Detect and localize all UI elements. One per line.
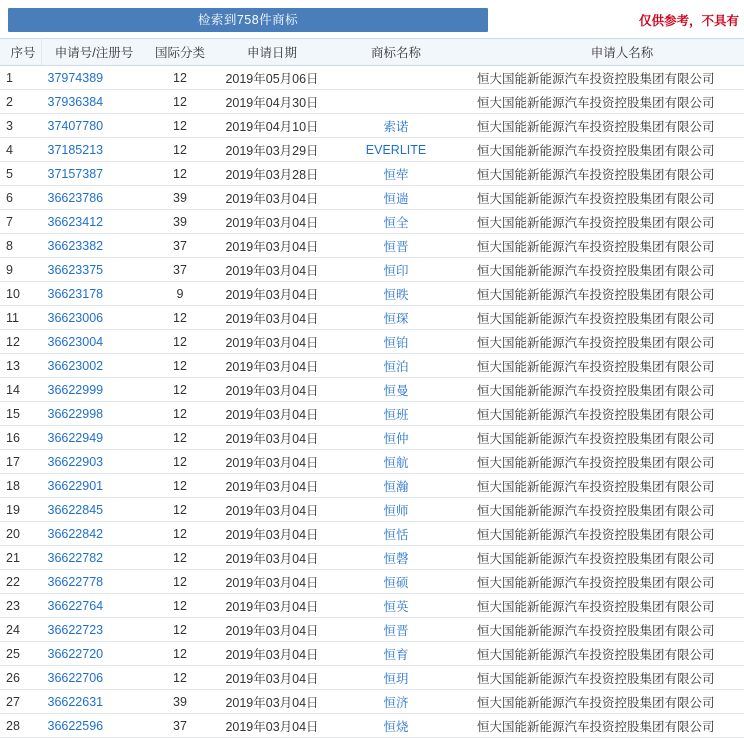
cell-trademark-name <box>325 306 467 330</box>
cell-trademark-name <box>325 378 467 402</box>
cell-registration-number <box>42 66 142 90</box>
registration-number-link[interactable]: 36622999 <box>47 382 104 397</box>
cell-seq: 14 <box>0 378 42 402</box>
cell-seq: 7 <box>0 210 42 234</box>
trademark-name-link[interactable]: 恒班 <box>383 407 409 422</box>
cell-registration-number <box>42 282 142 306</box>
cell-applicant-name: 恒大国能新能源汽车投资控股集团有限公司 <box>467 66 744 90</box>
cell-registration-number <box>42 114 142 138</box>
cell-trademark-name <box>325 330 467 354</box>
column-header-date: 申请日期 <box>219 39 325 66</box>
cell-international-class: 12 <box>141 642 219 666</box>
cell-application-date: 2019年03月04日 <box>219 354 325 378</box>
cell-registration-number <box>42 642 142 666</box>
cell-international-class: 12 <box>141 546 219 570</box>
cell-application-date: 2019年04月10日 <box>219 114 325 138</box>
table-row[interactable] <box>0 258 744 282</box>
table-row[interactable] <box>0 306 744 330</box>
trademark-name-link[interactable]: 恒瀚 <box>383 479 409 494</box>
cell-application-date: 2019年03月28日 <box>219 162 325 186</box>
cell-trademark-name <box>325 618 467 642</box>
cell-international-class: 9 <box>141 282 219 306</box>
cell-application-date: 2019年03月04日 <box>219 378 325 402</box>
cell-international-class: 12 <box>141 114 219 138</box>
column-header-applicant: 申请人名称 <box>467 39 744 66</box>
table-row[interactable] <box>0 210 744 234</box>
cell-registration-number <box>42 450 142 474</box>
cell-seq: 1 <box>0 66 42 90</box>
cell-registration-number <box>42 138 142 162</box>
cell-international-class: 12 <box>141 90 219 114</box>
cell-seq: 8 <box>0 234 42 258</box>
table-row[interactable] <box>0 402 744 426</box>
cell-trademark-name <box>325 474 467 498</box>
table-row[interactable] <box>0 162 744 186</box>
cell-international-class: 12 <box>141 354 219 378</box>
cell-international-class: 12 <box>141 66 219 90</box>
cell-seq: 24 <box>0 618 42 642</box>
cell-application-date: 2019年03月04日 <box>219 546 325 570</box>
trademark-name-link[interactable]: EVERLITE <box>365 142 427 157</box>
cell-international-class: 12 <box>141 594 219 618</box>
cell-registration-number <box>42 330 142 354</box>
cell-trademark-name <box>325 642 467 666</box>
cell-registration-number <box>42 90 142 114</box>
registration-number-link[interactable]: 36623002 <box>47 358 104 373</box>
cell-application-date: 2019年03月04日 <box>219 570 325 594</box>
cell-seq: 28 <box>0 714 42 738</box>
cell-seq: 4 <box>0 138 42 162</box>
column-header-class: 国际分类 <box>141 39 219 66</box>
cell-registration-number <box>42 546 142 570</box>
column-header-trademark-name: 商标名称 <box>325 39 467 66</box>
registration-number-link[interactable]: 36622706 <box>47 670 104 685</box>
registration-number-link[interactable]: 36622842 <box>47 526 104 541</box>
trademark-name-link[interactable]: 恒磬 <box>383 551 409 566</box>
table-row[interactable] <box>0 354 744 378</box>
registration-number-link[interactable]: 36623786 <box>47 190 104 205</box>
table-row[interactable] <box>0 378 744 402</box>
cell-seq: 5 <box>0 162 42 186</box>
cell-application-date: 2019年03月04日 <box>219 522 325 546</box>
cell-trademark-name <box>325 114 467 138</box>
cell-applicant-name: 恒大国能新能源汽车投资控股集团有限公司 <box>467 306 744 330</box>
cell-applicant-name: 恒大国能新能源汽车投资控股集团有限公司 <box>467 474 744 498</box>
cell-applicant-name: 恒大国能新能源汽车投资控股集团有限公司 <box>467 426 744 450</box>
cell-seq: 17 <box>0 450 42 474</box>
cell-international-class: 12 <box>141 138 219 162</box>
cell-applicant-name: 恒大国能新能源汽车投资控股集团有限公司 <box>467 714 744 738</box>
cell-trademark-name <box>325 90 467 114</box>
cell-international-class: 12 <box>141 618 219 642</box>
cell-seq: 26 <box>0 666 42 690</box>
cell-seq: 13 <box>0 354 42 378</box>
cell-application-date: 2019年03月04日 <box>219 234 325 258</box>
cell-applicant-name: 恒大国能新能源汽车投资控股集团有限公司 <box>467 186 744 210</box>
cell-trademark-name <box>325 138 467 162</box>
disclaimer-notice: 仅供参考，不具有 <box>639 14 740 28</box>
registration-number-link[interactable]: 36622720 <box>47 646 104 661</box>
cell-applicant-name: 恒大国能新能源汽车投资控股集团有限公司 <box>467 402 744 426</box>
table-row[interactable] <box>0 498 744 522</box>
cell-seq: 9 <box>0 258 42 282</box>
cell-seq: 19 <box>0 498 42 522</box>
table-row[interactable] <box>0 522 744 546</box>
cell-application-date: 2019年03月29日 <box>219 138 325 162</box>
cell-international-class: 12 <box>141 306 219 330</box>
cell-registration-number <box>42 498 142 522</box>
cell-application-date: 2019年03月04日 <box>219 498 325 522</box>
cell-international-class: 39 <box>141 210 219 234</box>
trademark-name-link[interactable]: 恒恬 <box>383 527 409 542</box>
cell-registration-number <box>42 690 142 714</box>
cell-seq: 18 <box>0 474 42 498</box>
cell-applicant-name: 恒大国能新能源汽车投资控股集团有限公司 <box>467 450 744 474</box>
cell-registration-number <box>42 162 142 186</box>
cell-application-date: 2019年03月04日 <box>219 690 325 714</box>
trademark-name-link[interactable]: 恒师 <box>383 503 409 518</box>
results-header-bar <box>0 0 744 38</box>
cell-application-date: 2019年03月04日 <box>219 402 325 426</box>
cell-applicant-name: 恒大国能新能源汽车投资控股集团有限公司 <box>467 378 744 402</box>
cell-registration-number <box>42 210 142 234</box>
table-row[interactable] <box>0 66 744 90</box>
cell-seq: 2 <box>0 90 42 114</box>
registration-number-link[interactable]: 36622998 <box>47 406 104 421</box>
cell-applicant-name: 恒大国能新能源汽车投资控股集团有限公司 <box>467 690 744 714</box>
cell-registration-number <box>42 714 142 738</box>
cell-applicant-name: 恒大国能新能源汽车投资控股集团有限公司 <box>467 618 744 642</box>
trademark-name-link[interactable]: 恒航 <box>383 455 409 470</box>
cell-applicant-name: 恒大国能新能源汽车投资控股集团有限公司 <box>467 114 744 138</box>
cell-international-class: 12 <box>141 450 219 474</box>
registration-number-link[interactable]: 36622845 <box>47 502 104 517</box>
cell-registration-number <box>42 354 142 378</box>
cell-applicant-name: 恒大国能新能源汽车投资控股集团有限公司 <box>467 642 744 666</box>
cell-seq: 15 <box>0 402 42 426</box>
cell-registration-number <box>42 474 142 498</box>
cell-application-date: 2019年05月06日 <box>219 66 325 90</box>
trademark-name-link[interactable]: 恒荦 <box>383 167 409 182</box>
registration-number-link[interactable]: 36623412 <box>47 214 104 229</box>
cell-applicant-name: 恒大国能新能源汽车投资控股集团有限公司 <box>467 498 744 522</box>
registration-number-link[interactable]: 36622782 <box>47 550 104 565</box>
cell-registration-number <box>42 378 142 402</box>
trademark-name-link[interactable]: 恒印 <box>383 263 409 278</box>
registration-number-link[interactable]: 36623006 <box>47 310 104 325</box>
trademark-name-link[interactable]: 恒泊 <box>383 359 409 374</box>
cell-seq: 10 <box>0 282 42 306</box>
trademark-name-link[interactable]: 索诺 <box>383 119 409 134</box>
cell-application-date: 2019年03月04日 <box>219 714 325 738</box>
trademark-name-link[interactable]: 恒济 <box>383 695 409 710</box>
table-header-row <box>0 39 744 66</box>
cell-seq: 16 <box>0 426 42 450</box>
cell-applicant-name: 恒大国能新能源汽车投资控股集团有限公司 <box>467 594 744 618</box>
cell-international-class: 12 <box>141 522 219 546</box>
trademark-name-link[interactable]: 恒烧 <box>383 719 409 734</box>
trademark-results-table <box>0 38 744 738</box>
cell-application-date: 2019年03月04日 <box>219 450 325 474</box>
cell-seq: 11 <box>0 306 42 330</box>
trademark-name-link[interactable]: 恒昳 <box>383 287 409 302</box>
trademark-name-link[interactable]: 恒仲 <box>383 431 409 446</box>
cell-international-class: 12 <box>141 426 219 450</box>
cell-registration-number <box>42 666 142 690</box>
cell-seq: 22 <box>0 570 42 594</box>
cell-seq: 20 <box>0 522 42 546</box>
table-row[interactable] <box>0 138 744 162</box>
table-row[interactable] <box>0 666 744 690</box>
cell-application-date: 2019年03月04日 <box>219 282 325 306</box>
trademark-name-link[interactable]: 恒曼 <box>383 383 409 398</box>
cell-international-class: 12 <box>141 666 219 690</box>
trademark-name-link[interactable]: 恒玥 <box>383 671 409 686</box>
table-row[interactable] <box>0 114 744 138</box>
table-row[interactable] <box>0 546 744 570</box>
cell-registration-number <box>42 234 142 258</box>
cell-applicant-name: 恒大国能新能源汽车投资控股集团有限公司 <box>467 666 744 690</box>
cell-applicant-name: 恒大国能新能源汽车投资控股集团有限公司 <box>467 210 744 234</box>
registration-number-link[interactable]: 36622596 <box>47 718 104 733</box>
cell-registration-number <box>42 306 142 330</box>
trademark-name-link[interactable]: 恒晋 <box>383 239 409 254</box>
cell-registration-number <box>42 426 142 450</box>
cell-trademark-name <box>325 546 467 570</box>
cell-applicant-name: 恒大国能新能源汽车投资控股集团有限公司 <box>467 522 744 546</box>
cell-trademark-name <box>325 570 467 594</box>
cell-registration-number <box>42 522 142 546</box>
trademark-name-link[interactable]: 恒硕 <box>383 575 409 590</box>
cell-trademark-name <box>325 594 467 618</box>
registration-number-link[interactable]: 37974389 <box>47 70 104 85</box>
cell-applicant-name: 恒大国能新能源汽车投资控股集团有限公司 <box>467 570 744 594</box>
cell-registration-number <box>42 570 142 594</box>
trademark-name-link[interactable]: 恒铂 <box>383 335 409 350</box>
cell-application-date: 2019年03月04日 <box>219 258 325 282</box>
column-header-regno: 申请号/注册号 <box>42 39 142 66</box>
registration-number-link[interactable]: 36622764 <box>47 598 104 613</box>
cell-international-class: 37 <box>141 258 219 282</box>
registration-number-link[interactable]: 37157387 <box>47 166 104 181</box>
cell-seq: 21 <box>0 546 42 570</box>
table-row[interactable] <box>0 234 744 258</box>
table-row[interactable] <box>0 90 744 114</box>
cell-application-date: 2019年03月04日 <box>219 426 325 450</box>
cell-trademark-name <box>325 714 467 738</box>
cell-registration-number <box>42 186 142 210</box>
registration-number-link[interactable]: 36622723 <box>47 622 104 637</box>
cell-trademark-name <box>325 450 467 474</box>
trademark-name-link[interactable]: 恒遄 <box>383 191 409 206</box>
cell-seq: 27 <box>0 690 42 714</box>
table-row[interactable] <box>0 330 744 354</box>
cell-registration-number <box>42 618 142 642</box>
table-row[interactable] <box>0 570 744 594</box>
cell-trademark-name <box>325 498 467 522</box>
registration-number-link[interactable]: 36622901 <box>47 478 104 493</box>
column-header-seq: 序号 <box>0 39 42 66</box>
cell-international-class: 12 <box>141 570 219 594</box>
cell-international-class: 39 <box>141 186 219 210</box>
cell-applicant-name: 恒大国能新能源汽车投资控股集团有限公司 <box>467 138 744 162</box>
cell-applicant-name: 恒大国能新能源汽车投资控股集团有限公司 <box>467 282 744 306</box>
cell-application-date: 2019年03月04日 <box>219 210 325 234</box>
cell-seq: 3 <box>0 114 42 138</box>
cell-applicant-name: 恒大国能新能源汽车投资控股集团有限公司 <box>467 234 744 258</box>
table-row[interactable] <box>0 714 744 738</box>
cell-trademark-name <box>325 426 467 450</box>
cell-trademark-name <box>325 234 467 258</box>
cell-international-class: 37 <box>141 234 219 258</box>
cell-application-date: 2019年03月04日 <box>219 666 325 690</box>
cell-international-class: 12 <box>141 162 219 186</box>
cell-international-class: 37 <box>141 714 219 738</box>
cell-applicant-name: 恒大国能新能源汽车投资控股集团有限公司 <box>467 330 744 354</box>
cell-trademark-name <box>325 690 467 714</box>
table-row[interactable] <box>0 450 744 474</box>
cell-application-date: 2019年03月04日 <box>219 618 325 642</box>
cell-trademark-name <box>325 522 467 546</box>
cell-trademark-name <box>325 210 467 234</box>
registration-number-link[interactable]: 37407780 <box>47 118 104 133</box>
table-row[interactable] <box>0 282 744 306</box>
cell-applicant-name: 恒大国能新能源汽车投资控股集团有限公司 <box>467 90 744 114</box>
cell-registration-number <box>42 402 142 426</box>
cell-registration-number <box>42 258 142 282</box>
cell-trademark-name <box>325 666 467 690</box>
registration-number-link[interactable]: 36622949 <box>47 430 104 445</box>
cell-international-class: 12 <box>141 402 219 426</box>
table-row[interactable] <box>0 474 744 498</box>
cell-trademark-name <box>325 186 467 210</box>
cell-international-class: 12 <box>141 474 219 498</box>
trademark-name-link[interactable]: 恒晋 <box>383 623 409 638</box>
cell-seq: 12 <box>0 330 42 354</box>
table-row[interactable] <box>0 618 744 642</box>
table-row[interactable] <box>0 186 744 210</box>
registration-number-link[interactable]: 37936384 <box>47 94 104 109</box>
cell-application-date: 2019年03月04日 <box>219 330 325 354</box>
cell-applicant-name: 恒大国能新能源汽车投资控股集团有限公司 <box>467 354 744 378</box>
cell-application-date: 2019年03月04日 <box>219 306 325 330</box>
cell-applicant-name: 恒大国能新能源汽车投资控股集团有限公司 <box>467 162 744 186</box>
table-row[interactable] <box>0 594 744 618</box>
trademark-name-link[interactable]: 恒全 <box>383 215 409 230</box>
cell-trademark-name <box>325 282 467 306</box>
registration-number-link[interactable]: 36622903 <box>47 454 104 469</box>
trademark-name-link[interactable]: 恒英 <box>383 599 409 614</box>
cell-trademark-name <box>325 354 467 378</box>
cell-applicant-name: 恒大国能新能源汽车投资控股集团有限公司 <box>467 258 744 282</box>
cell-international-class: 12 <box>141 330 219 354</box>
cell-applicant-name: 恒大国能新能源汽车投资控股集团有限公司 <box>467 546 744 570</box>
table-row[interactable] <box>0 642 744 666</box>
cell-international-class: 12 <box>141 378 219 402</box>
cell-international-class: 12 <box>141 498 219 522</box>
cell-trademark-name <box>325 402 467 426</box>
registration-number-link[interactable]: 36623382 <box>47 238 104 253</box>
cell-application-date: 2019年03月04日 <box>219 186 325 210</box>
trademark-name-link[interactable]: 恒琛 <box>383 311 409 326</box>
cell-registration-number <box>42 594 142 618</box>
cell-seq: 6 <box>0 186 42 210</box>
cell-seq: 25 <box>0 642 42 666</box>
registration-number-link[interactable]: 36623004 <box>47 334 104 349</box>
cell-international-class: 39 <box>141 690 219 714</box>
table-row[interactable] <box>0 426 744 450</box>
registration-number-link[interactable]: 36622631 <box>47 694 104 709</box>
registration-number-link[interactable]: 36622778 <box>47 574 104 589</box>
registration-number-link[interactable]: 36623178 <box>47 286 104 301</box>
cell-trademark-name <box>325 66 467 90</box>
cell-application-date: 2019年03月04日 <box>219 642 325 666</box>
cell-trademark-name <box>325 162 467 186</box>
cell-application-date: 2019年03月04日 <box>219 594 325 618</box>
cell-application-date: 2019年04月30日 <box>219 90 325 114</box>
result-count-banner: 检索到758件商标 <box>8 8 488 32</box>
cell-application-date: 2019年03月04日 <box>219 474 325 498</box>
registration-number-link[interactable]: 36623375 <box>47 262 104 277</box>
trademark-name-link[interactable]: 恒育 <box>383 647 409 662</box>
registration-number-link[interactable]: 37185213 <box>47 142 104 157</box>
cell-trademark-name <box>325 258 467 282</box>
cell-seq: 23 <box>0 594 42 618</box>
table-row[interactable] <box>0 690 744 714</box>
